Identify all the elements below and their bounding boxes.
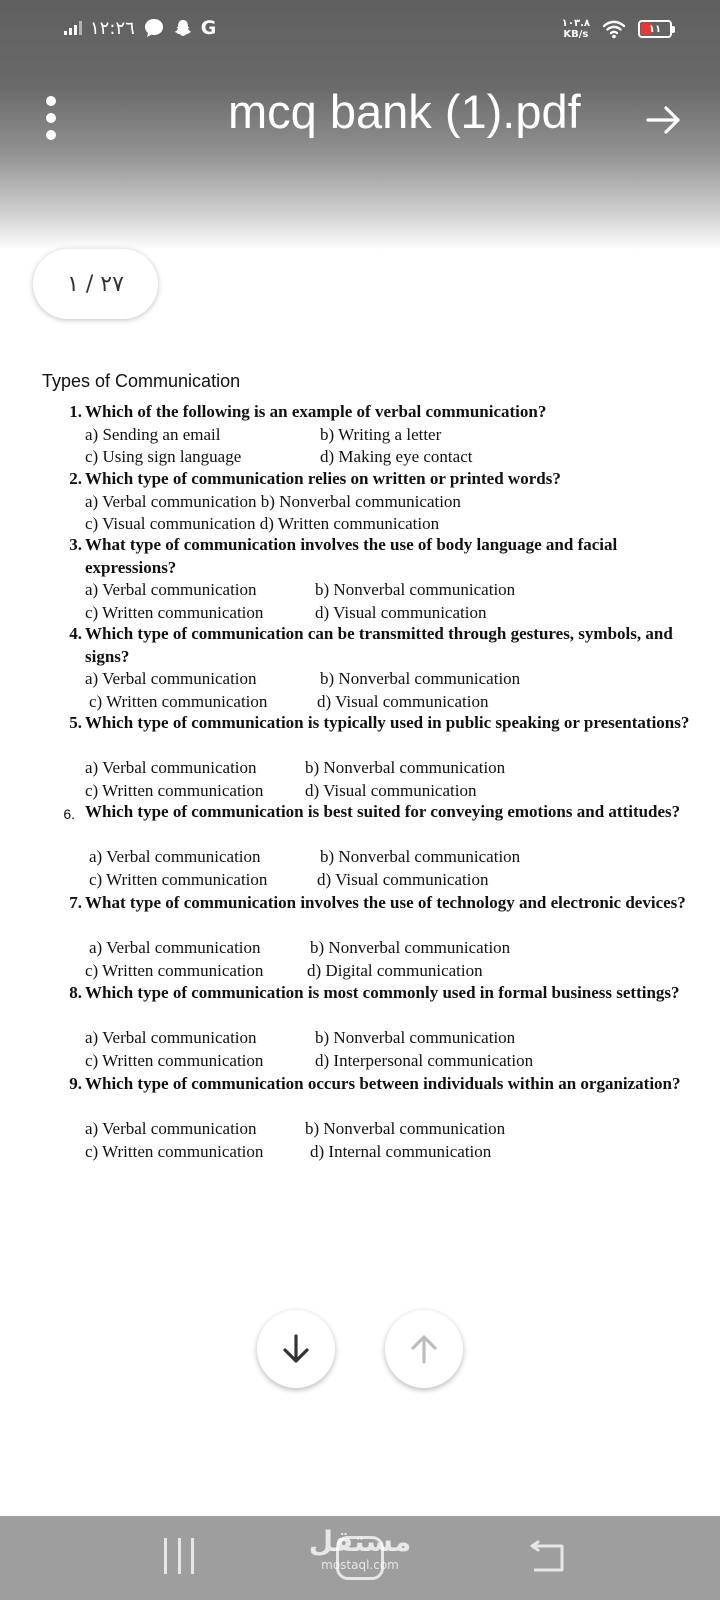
- option-d: d) Visual communication: [317, 869, 489, 889]
- question-text: Which type of communication is best suited for conveying emotions and attitudes?: [85, 802, 681, 821]
- option-d: d) Visual communication: [305, 780, 477, 800]
- question-number: 1.: [69, 402, 82, 421]
- option-b: b) Nonverbal communication: [320, 669, 521, 688]
- watermark: مستقل mostaql.com: [308, 1525, 412, 1572]
- option-a: a) Verbal communication: [85, 758, 257, 777]
- status-bar-left: [64, 14, 216, 42]
- option-a: a) Verbal communication: [89, 847, 261, 866]
- option-d: d) Visual communication: [317, 691, 489, 711]
- option-d: d) Internal communication: [310, 1141, 492, 1161]
- more-options-icon[interactable]: [44, 96, 58, 140]
- option-a: a) Sending an email: [85, 424, 221, 444]
- question-number: 8.: [69, 983, 82, 1002]
- option-a: a) Verbal communication: [89, 938, 261, 957]
- option-c: c) Written communication: [89, 691, 268, 711]
- option-a: a) Verbal communication: [85, 580, 257, 599]
- option-b: b) Nonverbal communication: [320, 847, 521, 866]
- option-c: c) Written communication: [85, 780, 264, 800]
- wifi-icon: [602, 19, 626, 39]
- option-d: d) Digital communication: [307, 960, 483, 980]
- next-page-button[interactable]: [257, 1310, 335, 1388]
- previous-page-button[interactable]: [385, 1310, 463, 1388]
- option-c: c) Written communication: [85, 960, 264, 980]
- question-number: 4.: [69, 624, 82, 643]
- arrow-down-icon: [279, 1332, 313, 1366]
- option-b: b) Nonverbal communication: [315, 1028, 516, 1047]
- question-text: What type of communication involves the use of technology and electronic devices?: [85, 893, 686, 912]
- question-text: Which type of communication can be transmitted through gestures, symbols, and signs?: [85, 624, 673, 666]
- option-a-b: a) Verbal communication b) Nonverbal communication: [85, 491, 461, 511]
- status-time: ١٢:٢٦: [90, 17, 135, 39]
- option-c: c) Written communication: [85, 602, 264, 622]
- question-text: What type of communication involves the use of body language and facial expressions?: [85, 535, 618, 577]
- question-text: Which type of communication is typically used in public speaking or presentations?: [85, 713, 690, 732]
- option-c: c) Written communication: [85, 1050, 264, 1070]
- signal-icon: [64, 21, 82, 35]
- option-d: d) Interpersonal communication: [315, 1050, 534, 1070]
- status-bar-right: [562, 14, 672, 44]
- option-a: a) Verbal communication: [85, 669, 257, 688]
- arrow-up-icon: [407, 1332, 441, 1366]
- document-title: mcq bank (1).pdf: [228, 85, 581, 138]
- question-text: Which of the following is an example of verbal communication?: [85, 402, 547, 421]
- question-number: 6.: [63, 806, 75, 822]
- forward-arrow-icon[interactable]: [644, 100, 684, 140]
- option-b: b) Nonverbal communication: [305, 1119, 506, 1138]
- section-heading: Types of Communication: [42, 371, 241, 391]
- question-text: Which type of communication is most commonly used in formal business settings?: [85, 983, 680, 1002]
- google-icon: G: [200, 17, 217, 39]
- recent-apps-icon[interactable]: [164, 1538, 194, 1574]
- system-navigation-bar: [0, 1516, 720, 1600]
- chat-bubble-icon: [143, 17, 165, 39]
- option-b: b) Nonverbal communication: [305, 758, 506, 777]
- question-number: 5.: [69, 713, 82, 732]
- network-speed: ١٠٣.٨ KB/s: [561, 18, 590, 40]
- question-number: 3.: [69, 535, 82, 554]
- question-text: Which type of communication occurs between individuals within an organization?: [85, 1074, 681, 1093]
- back-icon[interactable]: [530, 1540, 566, 1574]
- question-number: 9.: [69, 1074, 82, 1093]
- snapchat-ghost-icon: [173, 18, 193, 38]
- page-counter: ٢٧ / ١: [33, 249, 158, 319]
- option-b: b) Writing a letter: [320, 424, 442, 444]
- option-d: d) Visual communication: [315, 602, 487, 622]
- option-b: b) Nonverbal communication: [310, 938, 511, 957]
- option-c: c) Written communication: [89, 869, 268, 889]
- option-a: a) Verbal communication: [85, 1119, 257, 1138]
- option-b: b) Nonverbal communication: [315, 580, 516, 599]
- question-text: Which type of communication relies on written or printed words?: [85, 469, 561, 488]
- battery-icon: ١١: [638, 20, 672, 38]
- option-d: d) Making eye contact: [320, 447, 473, 466]
- question-number: 2.: [69, 469, 82, 488]
- question-number: 7.: [69, 893, 82, 912]
- option-c: c) Written communication: [85, 1141, 264, 1161]
- option-a: a) Verbal communication: [85, 1028, 257, 1047]
- option-c-d: c) Visual communication d) Written communication: [85, 514, 440, 533]
- option-c: c) Using sign language: [85, 447, 242, 466]
